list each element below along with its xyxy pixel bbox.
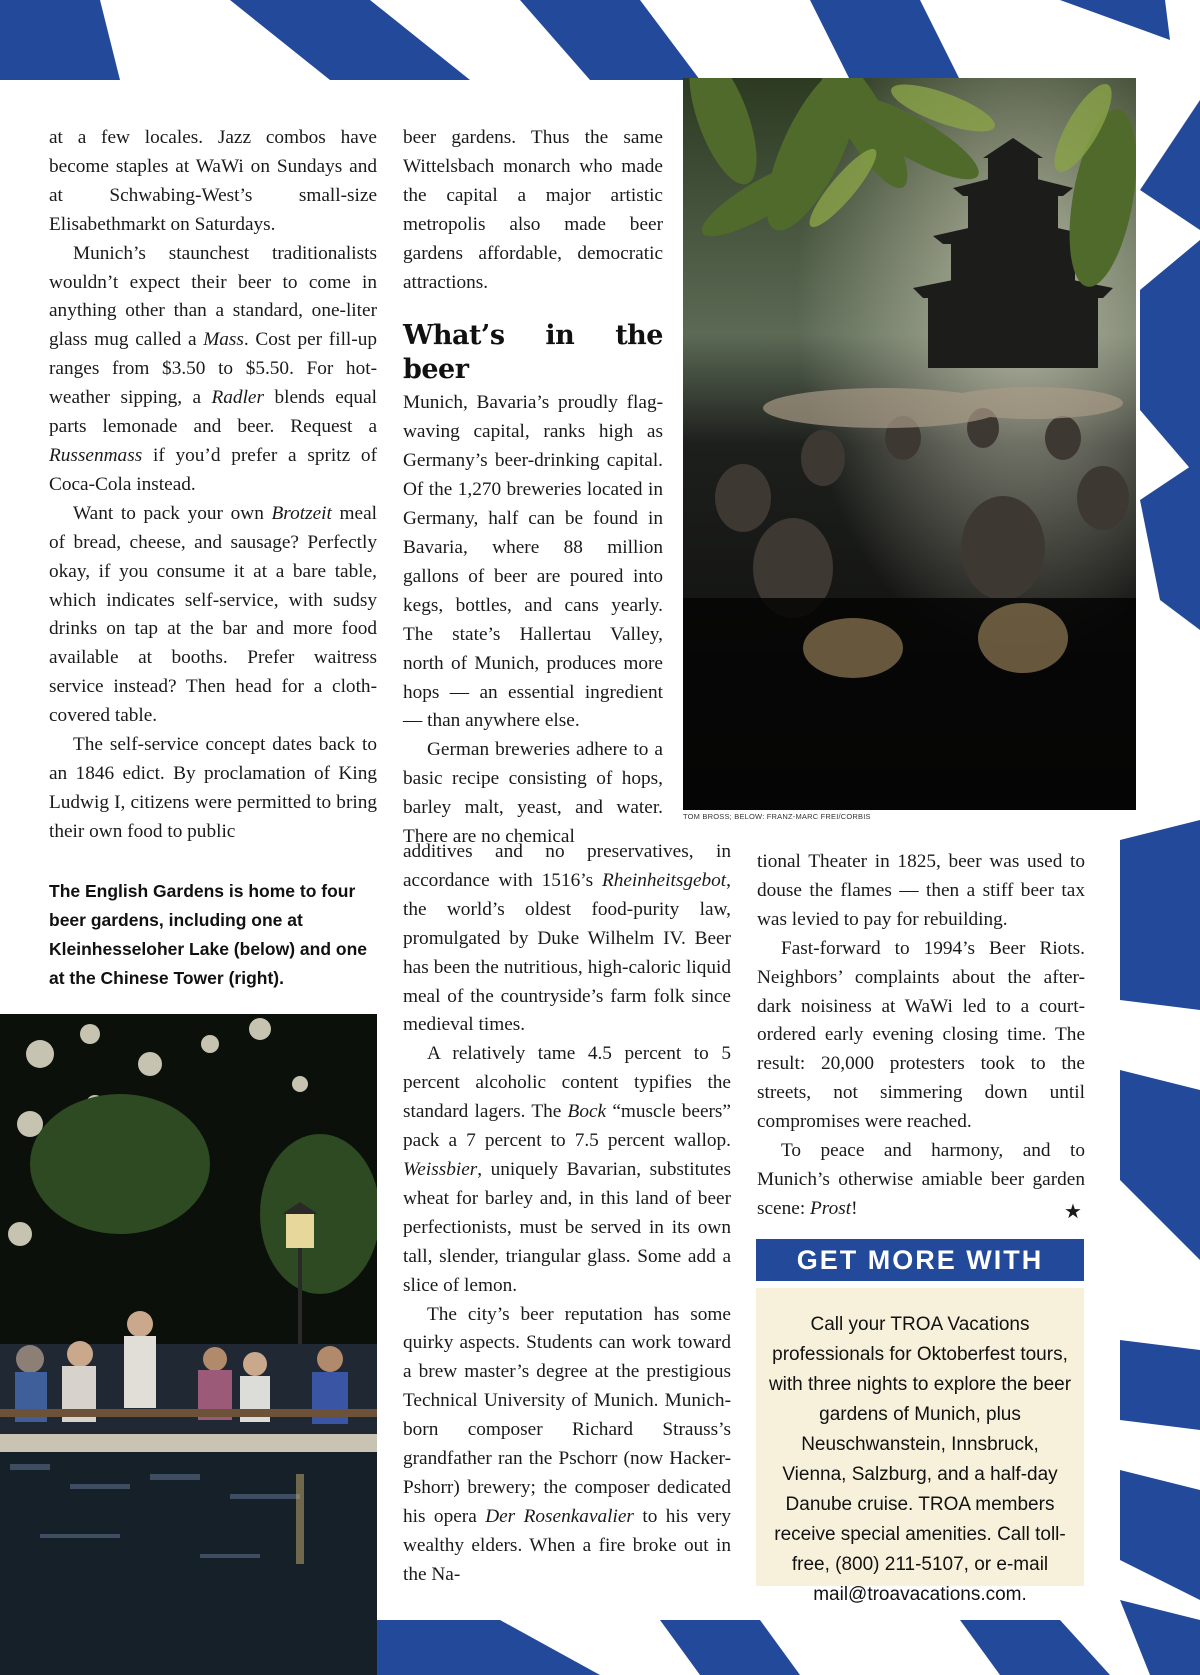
troa-heading: GET MORE WITH xyxy=(756,1239,1084,1281)
paragraph: additives and no preservatives, in accordance with 1516’s Rheinheitsgebot, the world’s oldest food-purity law, promulgated by Duke Wilhelm IV. Beer has been the nutritious, high-caloric liquid meal of the countryside’s farm folk since medieval times. xyxy=(403,841,731,1036)
paragraph: The self-service concept dates back to an 1846 edict. By proclamation of King Ludwig I, citizens were permitted to bring their own food to public xyxy=(49,734,377,842)
paragraph: A relatively tame 4.5 percent to 5 percent alcoholic content typifies the standard lagers. The Bock “muscle beers” pack a 7 percent to 7.5 percent wallop. Weissbier, uniquely Bavarian, substitutes wheat for barley and, in this land of beer perfectionists, must be served in its own tall, slender, triangular glass. Some add a slice of lemon. xyxy=(403,1043,731,1296)
column-3 xyxy=(757,848,1085,1224)
paragraph: To peace and harmony, and to Munich’s otherwise amiable beer garden scene: Prost! xyxy=(757,1140,1085,1219)
paragraph: Want to pack your own Brotzeit meal of bread, cheese, and sausage? Perfectly okay, if you consume it at a bare table, which indicates self-service, with sudsy drinks on tap at the bar and more food available at booths. Prefer waitress service instead? Then head for a cloth-covered table. xyxy=(49,502,377,727)
paragraph: Fast-forward to 1994’s Beer Riots. Neighbors’ complaints about the after-dark noisiness at WaWi led to a court-ordered early evening closing time. The result: 20,000 protesters took to the streets, not simmering down until compromises were reached. xyxy=(757,937,1085,1133)
troa-body-text: Call your TROA Vacations professionals for Oktoberfest tours, with three nights to explore the beer gardens of Munich, plus Neuschwanstein, Innsbruck, Vienna, Salzburg, and a half-day Danube cruise. TROA members receive special amenities. Call toll-free, (800) 211-5107, or e-mail mail@troavacations.com. xyxy=(768,1314,1072,1605)
lake-beer-garden-photo xyxy=(0,1014,377,1675)
photo-credit: TOM BROSS; BELOW: FRANZ-MARC FREI/CORBIS xyxy=(683,812,871,821)
column-2-bottom xyxy=(403,838,731,1590)
chinese-tower-photo xyxy=(683,78,1136,810)
paragraph: Munich’s staunchest traditionalists wouldn’t expect their beer to come in anything other than a standard, one-liter glass mug called a Mass. Cost per fill-up ranges from $3.50 to $5.50. For hot-weather sipping, a Radler blends equal parts lemonade and beer. Request a Russenmass if you’d prefer a spritz of Coca-Cola instead. xyxy=(49,242,377,495)
column-2-top xyxy=(403,124,663,852)
column-1 xyxy=(49,124,377,847)
end-mark-star: ★ xyxy=(1064,1199,1082,1223)
section-heading: What’s in the beer xyxy=(403,320,663,386)
paragraph: The city’s beer reputation has some quirky aspects. Students can work toward a brew master’s degree at the prestigious Technical University of Munich. Munich-born composer Richard Strauss’s grandfather ran the Pschorr (now Hacker-Pshorr) brewery; the composer dedicated his opera Der Rosenkavalier to his very wealthy elders. When a fire broke out in the Na- xyxy=(403,1303,731,1585)
paragraph: German breweries adhere to a basic recipe consisting of hops, barley malt, yeast, and water. There are no chemical xyxy=(403,739,663,848)
paragraph: beer gardens. Thus the same Wittelsbach monarch who made the capital a major artistic metropolis also made beer gardens affordable, democratic attractions. xyxy=(403,127,663,293)
troa-info-box xyxy=(756,1288,1084,1605)
paragraph: Munich, Bavaria’s proudly flag-waving capital, ranks high as Germany’s beer-drinking capital. Of the 1,270 breweries located in Germany, half can be found in Bavaria, where 88 million gallons of beer are poured into kegs, bottles, and cans yearly. The state’s Hallertau Valley, north of Munich, produces more hops — an essential ingredient — than anywhere else. xyxy=(403,392,663,732)
photo-caption: The English Gardens is home to four beer gardens, including one at Kleinhesseloher Lake (below) and one at the Chinese Tower (right). xyxy=(49,881,367,988)
paragraph: at a few locales. Jazz combos have become staples at WaWi on Sundays and at Schwabing-West’s small-size Elisabethmarkt on Saturdays. xyxy=(49,127,377,235)
paragraph: tional Theater in 1825, beer was used to douse the flames — then a stiff beer tax was levied to pay for rebuilding. xyxy=(757,851,1085,930)
